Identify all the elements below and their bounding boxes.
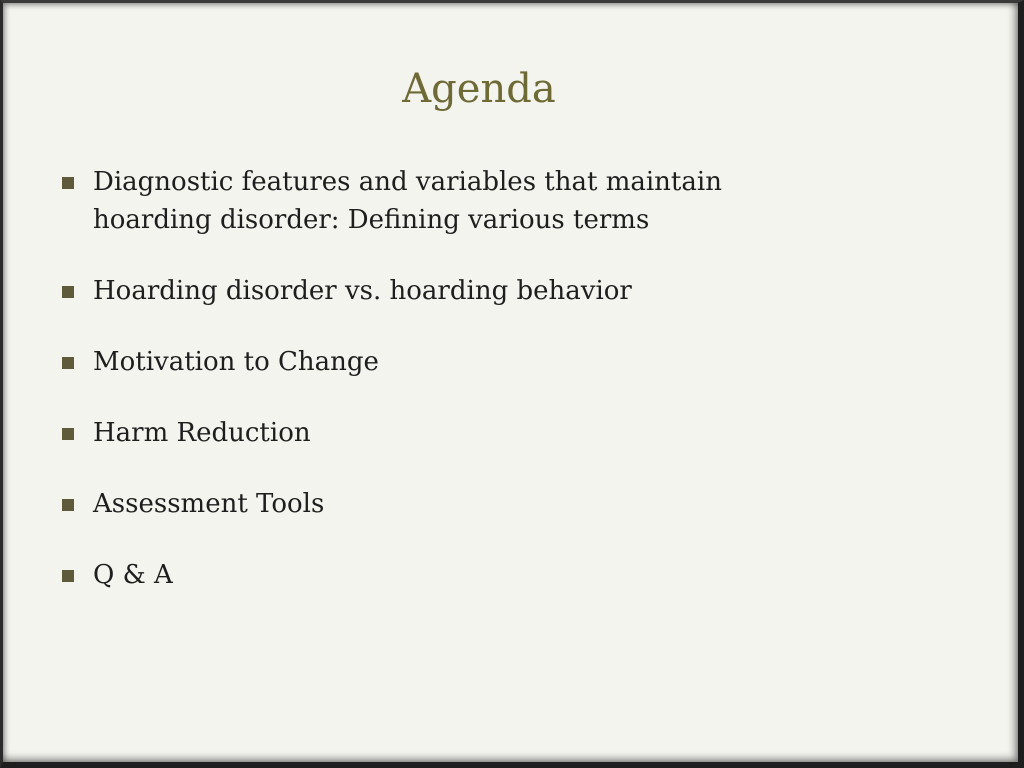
agenda-list bbox=[62, 163, 822, 627]
agenda-item bbox=[62, 556, 822, 594]
agenda-item bbox=[62, 485, 822, 523]
square-bullet-icon bbox=[62, 428, 74, 440]
agenda-item-text: Diagnostic features and variables that maintain hoarding disorder: Defining various terms bbox=[93, 167, 722, 235]
agenda-item bbox=[62, 414, 822, 452]
square-bullet-icon bbox=[62, 570, 74, 582]
agenda-item bbox=[62, 272, 822, 310]
agenda-item-text: Harm Reduction bbox=[93, 418, 311, 448]
agenda-item-text: Motivation to Change bbox=[93, 347, 379, 377]
agenda-item bbox=[62, 163, 822, 239]
square-bullet-icon bbox=[62, 357, 74, 369]
agenda-item-text: Assessment Tools bbox=[93, 489, 325, 519]
square-bullet-icon bbox=[62, 499, 74, 511]
square-bullet-icon bbox=[62, 177, 74, 189]
slide-title: Agenda bbox=[402, 66, 556, 112]
square-bullet-icon bbox=[62, 286, 74, 298]
agenda-item bbox=[62, 343, 822, 381]
agenda-item-text: Q & A bbox=[93, 560, 173, 590]
agenda-item-text: Hoarding disorder vs. hoarding behavior bbox=[93, 276, 632, 306]
